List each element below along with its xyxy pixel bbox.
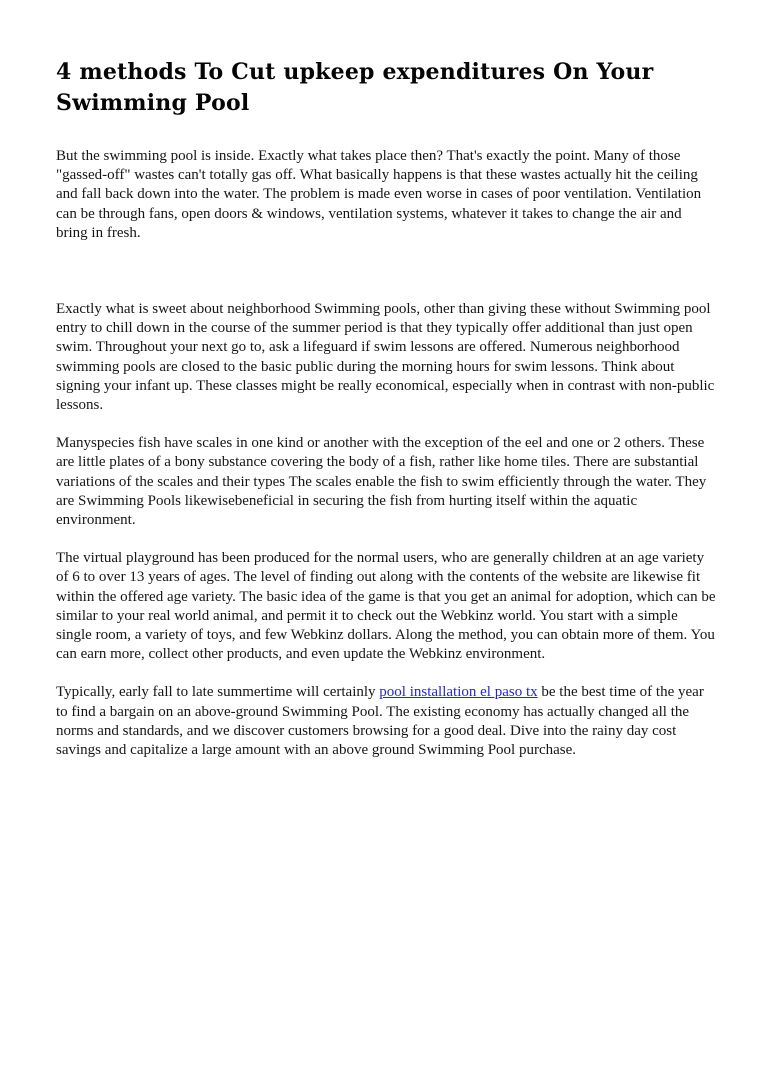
paragraph-neighborhood-pools: Exactly what is sweet about neighborhood Swimming pools, other than giving these without Swimming pool entry to chill down in the course of the summer period is that they typically offer additional than just open swim. Throughout your next go to, ask a lifeguard if swim lessons are offered. Numerous neighborhood swimming pools are closed to the basic public during the morning hours for swim lessons. Think about signing your infant up. These classes might be really economical, especially when in contrast with non-public lessons.	[56, 301, 715, 414]
paragraph-gap	[56, 262, 716, 300]
paragraph-bargain	[56, 683, 716, 760]
paragraph-webkinz: The virtual playground has been produced for the normal users, who are generally children at an age variety of 6 to over 13 years of ages. The level of finding out along with the contents of the website are likewise fit within the offered age variety. The basic idea of the game is that you get an animal for adoption, which can be similar to your real world animal, and permit it to check out the Webkinz world. You start with a simple single room, a variety of toys, and few Webkinz dollars. Along the method, you can obtain more of them. You can earn more, collect other products, and even update the Webkinz environment.	[56, 550, 716, 663]
paragraph-fish-scales: Manyspecies fish have scales in one kind or another with the exception of the eel and one or 2 others. These are little plates of a bony substance covering the body of a fish, rather like home tiles. There are substantial variations of the scales and their types The scales enable the fish to swim efficiently through the water. They are Swimming Pools likewisebeneficial in securing the fish from hurting itself within the aquatic environment.	[56, 435, 707, 529]
page-title: 4 methods To Cut upkeep expenditures On Your Swimming Pool	[56, 59, 654, 116]
paragraph-bargain-text-before: Typically, early fall to late summertime will certainly	[56, 684, 380, 701]
pool-installation-link[interactable]: pool installation el paso tx	[379, 684, 538, 701]
paragraph-ventilation: But the swimming pool is inside. Exactly what takes place then? That's exactly the point. Many of those "gassed-off" wastes can't totally gas off. What basically happens is that these wastes actually hit the ceiling and fall back down into the water. The problem is made even worse in cases of poor ventilation. Ventilation can be through fans, open doors & windows, ventilation systems, whatever it takes to change the air and bring in fresh.	[56, 148, 702, 241]
paragraph-bargain-text-after: be the best time of the year to find a bargain on an above-ground Swimming Pool. The existing economy has actually changed all the norms and standards, and we discover customers browsing for a good deal. Dive into the rainy day cost savings and capitalize a large amount with an above ground Swimming Pool purchase.	[56, 684, 704, 759]
